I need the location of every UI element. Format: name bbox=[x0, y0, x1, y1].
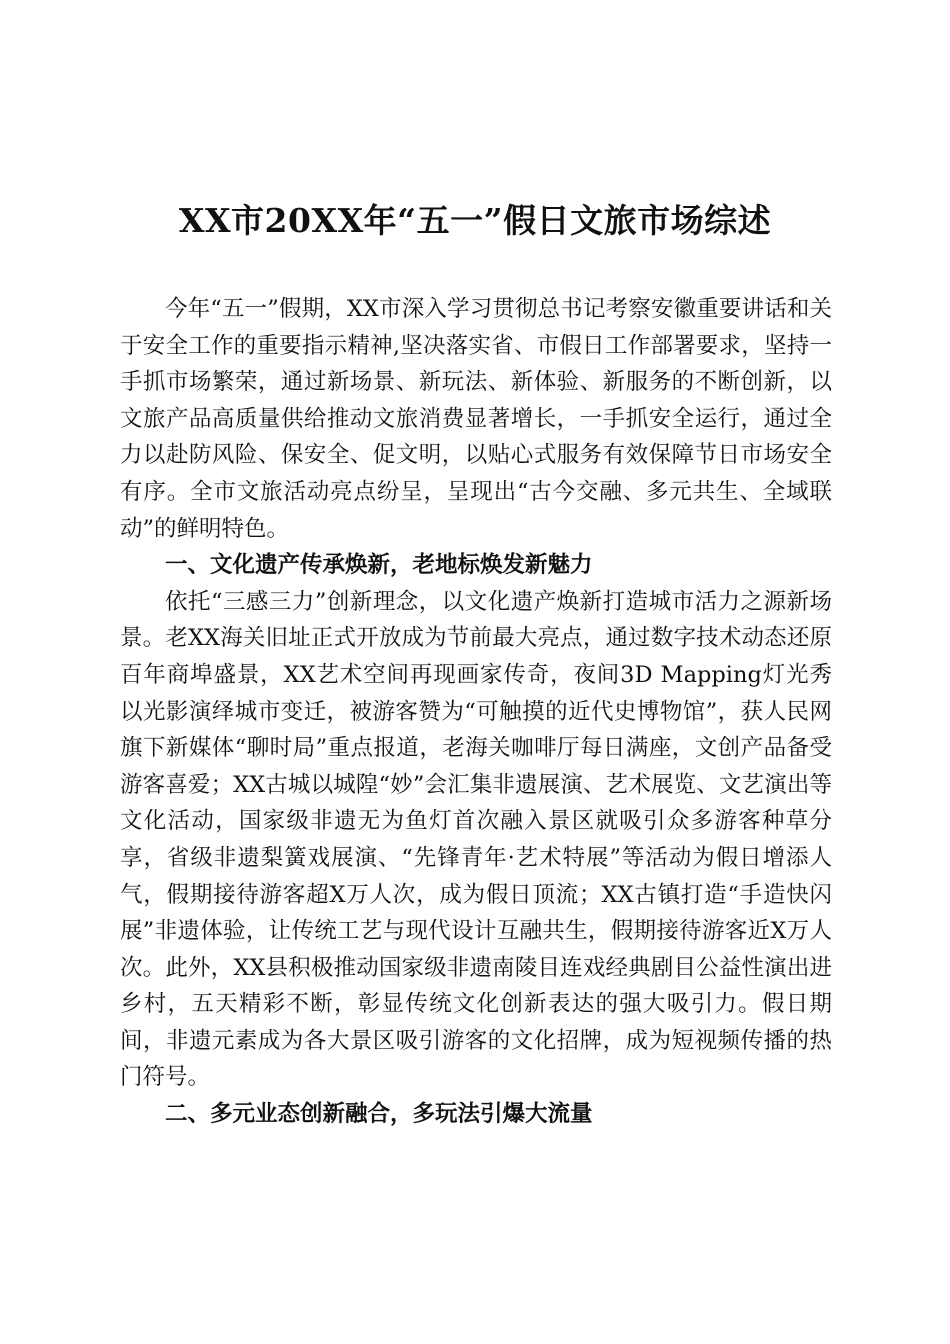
intro-paragraph: 今年“五一”假期，XX市深入学习贯彻总书记考察安徽重要讲话和关于安全工作的重要指示精神,坚决落实省、市假日工作部署要求，坚持一手抓市场繁荣，通过新场景、新玩法、新体验、新服务的不断创新，以文旅产品高质量供给推动文旅消费显著增长，一手抓安全运行，通过全力以赴防风险、保安全、促文明，以贴心式服务有效保障节日市场安全有序。全市文旅活动亮点纷呈，呈现出“古今交融、多元共生、全域联动”的鲜明特色。 bbox=[120, 296, 832, 542]
document-title: XX市20XX年“五一”假日文旅市场综述 bbox=[178, 201, 772, 240]
section-heading-1: 一、文化遗产传承焕新，老地标焕发新魅力 bbox=[165, 552, 593, 579]
document-body bbox=[120, 291, 832, 1133]
section-heading-2: 二、多元业态创新融合，多玩法引爆大流量 bbox=[165, 1101, 593, 1128]
section-1-paragraph: 依托“三感三力”创新理念，以文化遗产焕新打造城市活力之源新场景。老XX海关旧址正式开放成为节前最大亮点，通过数字技术动态还原百年商埠盛景，XX艺术空间再现画家传奇，夜间3D Mapping灯光秀以光影演绎城市变迁，被游客赞为“可触摸的近代史博物馆”，获人民网旗下新媒体“聊时局”重点报道，老海关咖啡厅每日满座，文创产品备受游客喜爱；XX古城以城隍“妙”会汇集非遗展演、艺术展览、文艺演出等文化活动，国家级非遗无为鱼灯首次融入景区就吸引众多游客种草分享，省级非遗梨簧戏展演、“先锋青年·艺术特展”等活动为假日增添人气，假期接待游客超X万人次，成为假日顶流；XX古镇打造“手造快闪展”非遗体验，让传统工艺与现代设计互融共生，假期接待游客近X万人次。此外，XX县积极推动国家级非遗南陵目连戏经典剧目公益性演出进乡村，五天精彩不断，彰显传统文化创新表达的强大吸引力。假日期间，非遗元素成为各大景区吸引游客的文化招牌，成为短视频传播的热门符号。 bbox=[120, 588, 832, 1091]
